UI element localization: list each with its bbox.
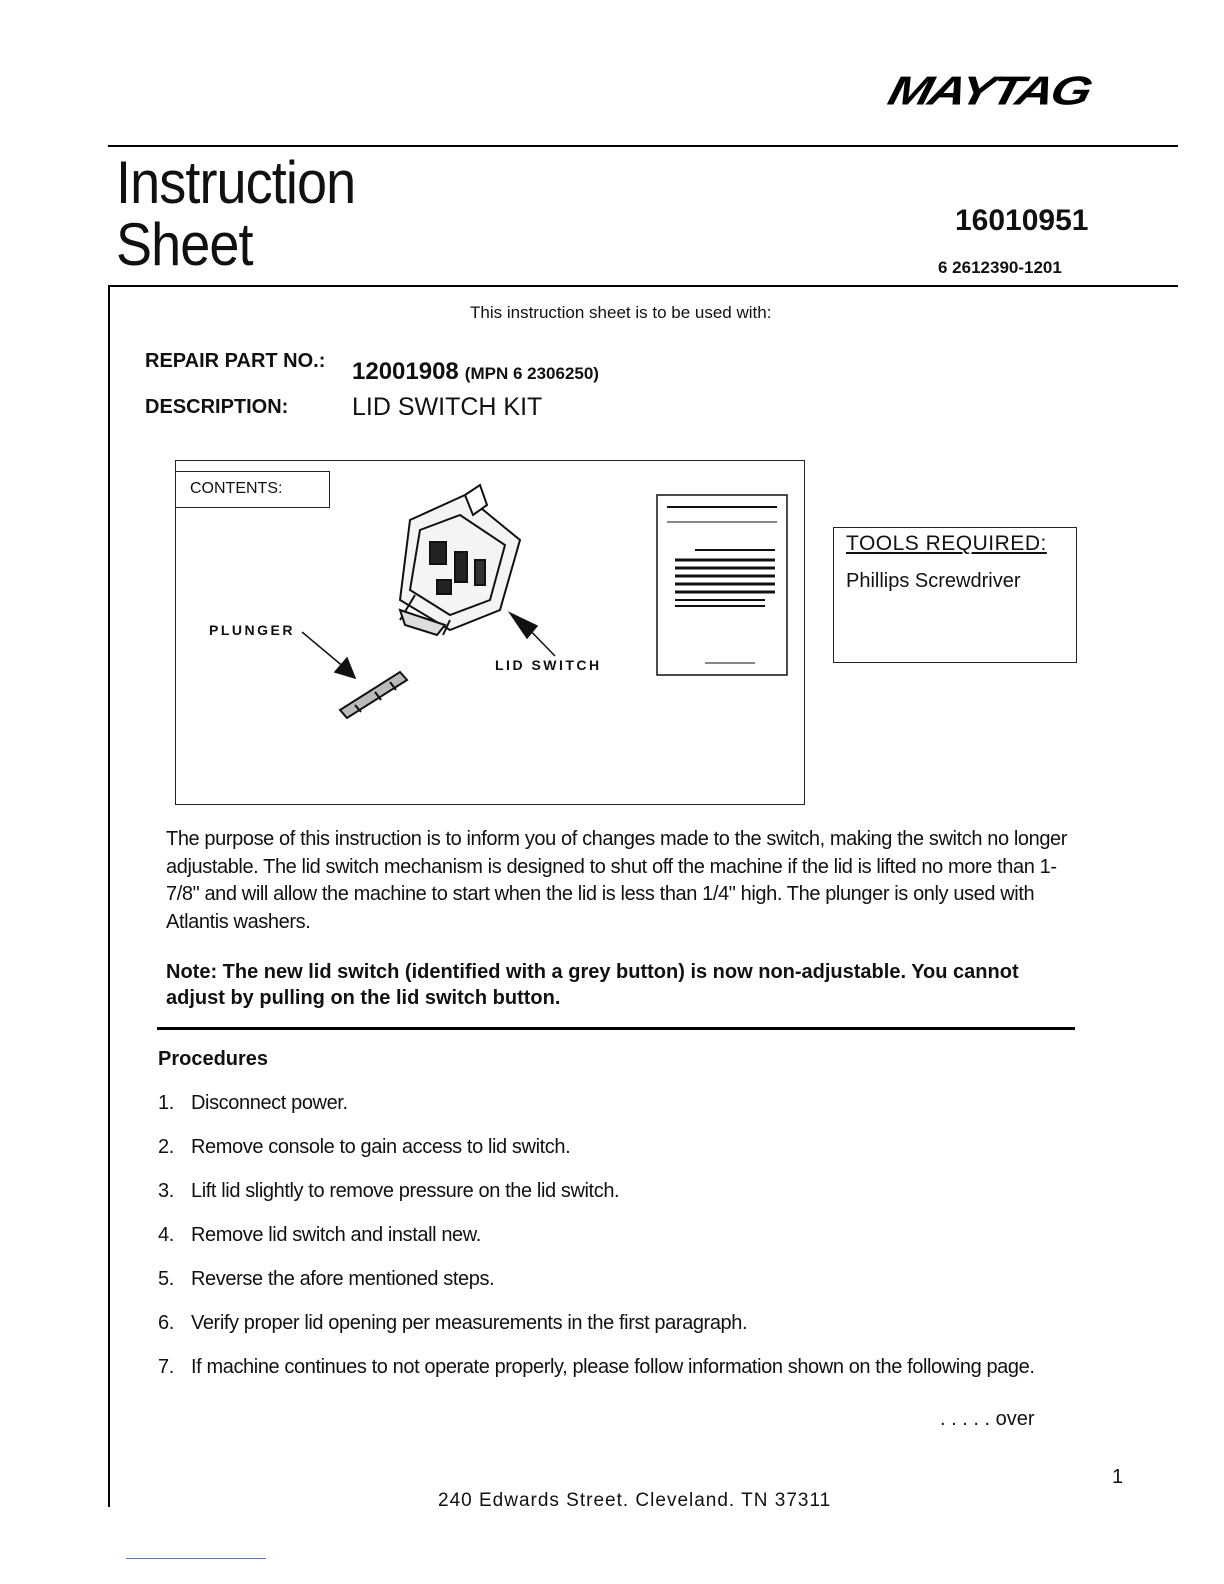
procedures-title: Procedures — [158, 1048, 269, 1070]
procedure-step: 1. Disconnect power. — [158, 1092, 348, 1114]
procedure-step: 5. Reverse the afore mentioned steps. — [158, 1268, 495, 1290]
contents-label: CONTENTS: — [175, 471, 330, 508]
description-value: LID SWITCH KIT — [352, 393, 543, 421]
tools-required-item: Phillips Screwdriver — [846, 570, 1021, 592]
procedure-step: 4. Remove lid switch and install new. — [158, 1224, 481, 1246]
intro-text: This instruction sheet is to be used with: — [470, 303, 772, 322]
plunger-image — [340, 672, 407, 718]
purpose-paragraph: The purpose of this instruction is to inform you of changes made to the switch, making the switch no longer adjustable. The lid switch mechanism is designed to shut off the machine if the lid is lifted no more than 1-7/8" and will allow the machine to start when the lid is less than 1/4" high. The plunger is only used with Atlantis washers. — [166, 828, 1068, 933]
footer-link-line — [126, 1558, 266, 1559]
title-line-2: Sheet — [116, 211, 253, 278]
procedures-rule — [157, 1027, 1075, 1030]
lid-switch-image — [400, 485, 520, 635]
tools-required-title: TOOLS REQUIRED: — [846, 532, 1047, 555]
lid-switch-arrow — [510, 613, 555, 656]
description-label: DESCRIPTION: — [145, 396, 289, 418]
footer-address: 240 Edwards Street. Cleveland. TN 37311 — [438, 1490, 832, 1511]
title-line-1: Instruction — [116, 149, 356, 216]
plunger-label: PLUNGER — [209, 622, 295, 638]
repair-part-number: 12001908 — [352, 358, 459, 385]
left-margin-rule — [108, 285, 110, 1507]
header-rule — [108, 145, 1178, 147]
instruction-sheet-thumbnail — [657, 495, 787, 675]
over-indicator: . . . . . over — [940, 1408, 1035, 1430]
mpn: (MPN 6 2306250) — [464, 364, 599, 383]
sheet-number: 16010951 — [955, 204, 1089, 237]
procedure-step: 7. If machine continues to not operate properly, please follow information shown on the following page. — [158, 1356, 1035, 1378]
repair-part-value — [352, 358, 599, 386]
lid-switch-label: LID SWITCH — [495, 657, 602, 673]
section-rule — [108, 285, 1178, 287]
page-number: 1 — [1112, 1466, 1124, 1488]
procedure-step: 3. Lift lid slightly to remove pressure on the lid switch. — [158, 1180, 620, 1202]
plunger-arrow — [302, 632, 355, 678]
procedure-step: 6. Verify proper lid opening per measurements in the first paragraph. — [158, 1312, 748, 1334]
note-paragraph: Note: The new lid switch (identified with a grey button) is now non-adjustable. You cannot adjust by pulling on the lid switch button. — [166, 961, 1019, 1009]
maytag-logo: MAYTAG — [883, 68, 1095, 115]
procedure-step: 2. Remove console to gain access to lid switch. — [158, 1136, 571, 1158]
procedures-list — [158, 1092, 1068, 1400]
tools-required-box — [833, 527, 1077, 663]
repair-part-label: REPAIR PART NO.: — [145, 350, 326, 372]
sheet-code: 6 2612390-1201 — [938, 258, 1062, 277]
page-title — [116, 149, 356, 278]
